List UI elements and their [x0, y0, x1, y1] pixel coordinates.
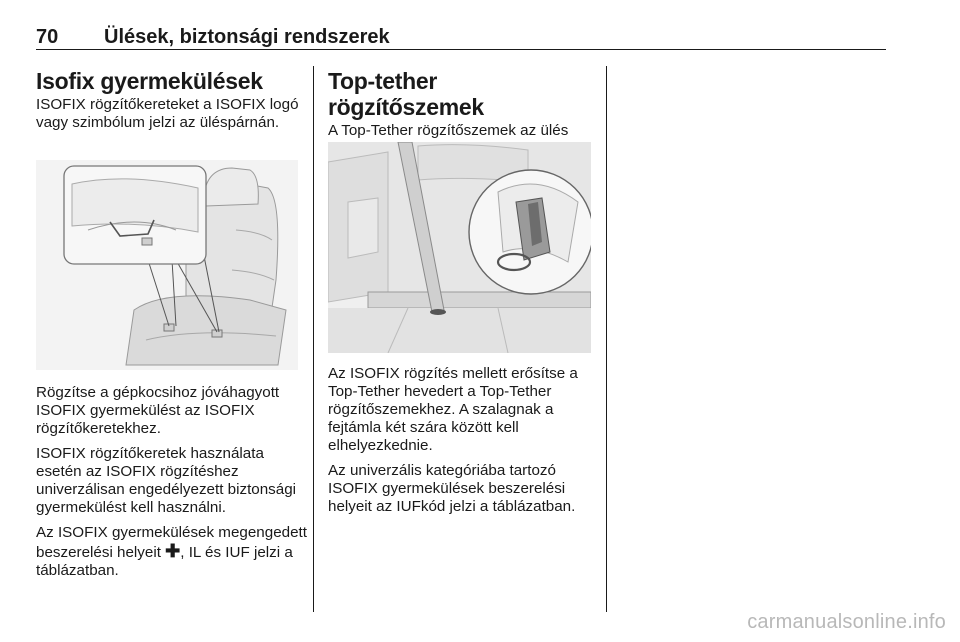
- left-column-body: [36, 384, 308, 580]
- chapter-title: Ülések, biztonsági rendszerek: [104, 26, 390, 48]
- isofix-paragraph-3-start: Az ISOFIX gyermekülések megengedett beszerelési helyeit: [36, 524, 307, 561]
- isofix-paragraph-3-end: , IL és IUF jelzi a táblázatban.: [36, 544, 293, 579]
- column-divider-left: [313, 66, 314, 612]
- isofix-seat-drawing: [36, 160, 298, 370]
- isofix-intro: ISOFIX rögzítőkereteket a ISOFIX logó vagy szimbólum jelzi az üléspárnán.: [36, 96, 299, 131]
- section-title-isofix: Isofix gyermekülések: [36, 68, 263, 94]
- section-title-top-tether: Top-tether rögzítőszemek: [328, 68, 484, 120]
- top-tether-intro: A Top-Tether rögzítőszemek az ülés: [328, 122, 569, 139]
- isofix-paragraph-1: Rögzítse a gépkocsihoz jóváhagyott ISOFIX gyermekülést az ISOFIX rögzítőkeretekhez.: [36, 384, 280, 437]
- header-rule: [36, 49, 886, 50]
- top-tether-paragraph-2: Az univerzális kategóriába tartozó ISOFIX gyermekülések beszerelési helyeit az IUFkód jelzi a táblázatban.: [328, 462, 576, 515]
- isofix-illustration: [36, 160, 298, 370]
- plus-icon: ✚: [165, 541, 181, 561]
- watermark: carmanualsonline.info: [747, 611, 946, 633]
- middle-column-body: [328, 365, 600, 516]
- left-column-top: [36, 68, 308, 132]
- isofix-paragraph-2: ISOFIX rögzítőkeretek használata esetén az ISOFIX rögzítéshez univerzálisan engedélyezett biztonsági gyermekülést kell használni.: [36, 445, 297, 516]
- page-number: 70: [36, 26, 59, 48]
- top-tether-illustration: [328, 142, 591, 353]
- column-divider-right: [606, 66, 607, 612]
- top-tether-drawing: [328, 142, 591, 353]
- top-tether-paragraph-1: Az ISOFIX rögzítés mellett erősítse a Top-Tether hevedert a Top-Tether rögzítőszemekhez. A szalagnak a fejtámla két szára között kell elhelyezkednie.: [328, 365, 578, 454]
- isofix-paragraph-3: [36, 524, 308, 580]
